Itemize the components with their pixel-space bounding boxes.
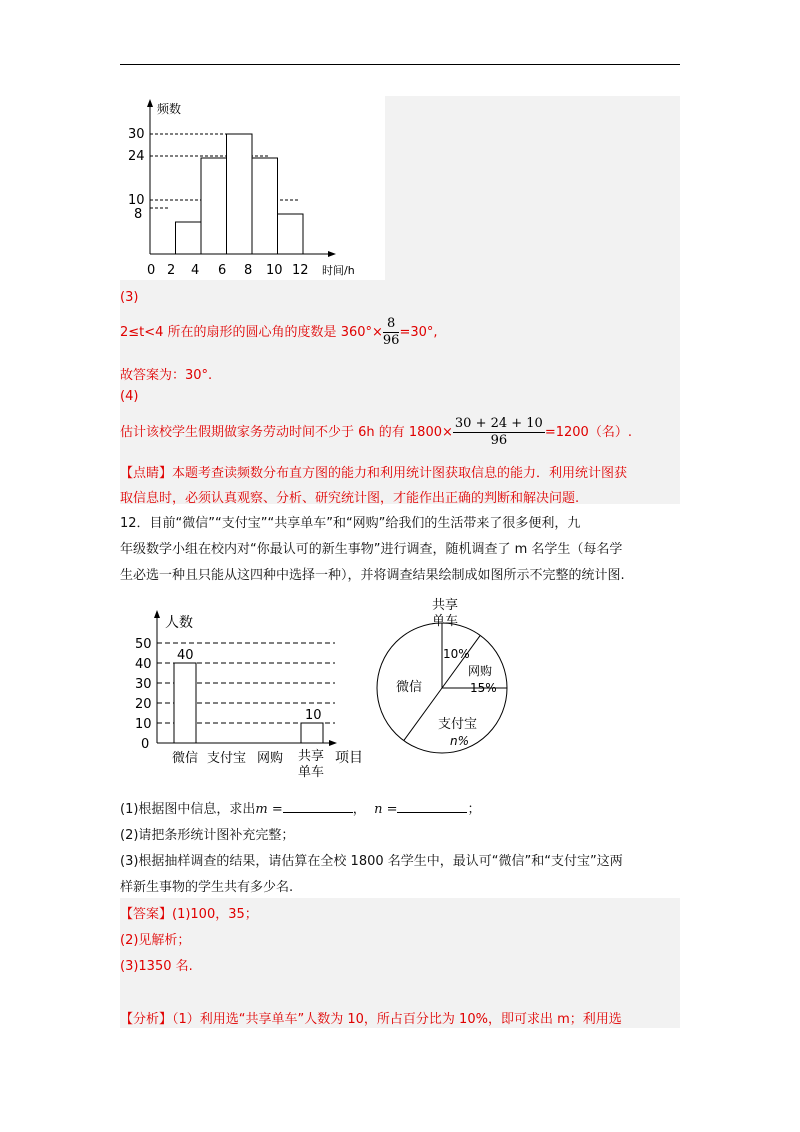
bar-y-tick: 10 <box>135 717 152 732</box>
bar-x-tick: 支付宝 <box>207 751 247 766</box>
hist-x-tick: 12 <box>292 263 309 278</box>
pie-label-bike-1: 共享 <box>432 598 459 613</box>
part4-number: (4) <box>120 389 139 404</box>
histogram-bar <box>227 134 253 254</box>
sub3-line-2: 样新生事物的学生共有多少名. <box>120 880 294 895</box>
pie-label-weixin: 微信 <box>396 680 423 695</box>
part4-fraction <box>453 416 545 449</box>
sub1-line <box>120 798 480 817</box>
analysis-line: 【分析】（1）利用选“共享单车”人数为 10，所占百分比为 10%，即可求出 m；利用选 <box>120 1012 622 1027</box>
preference-pie-chart <box>370 595 520 765</box>
sub1-n: n = <box>374 802 398 817</box>
part3-result: =30°, <box>399 325 438 340</box>
part4-text: 估计该校学生假期做家务劳动时间不少于 6h 的有 1800× <box>120 425 453 440</box>
bar-y-label: 人数 <box>165 615 193 631</box>
part3-line <box>120 316 438 349</box>
review-line-1: 【点睛】本题考查读频数分布直方图的能力和利用统计图获取信息的能力．利用统计图获 <box>120 466 628 481</box>
part4-frac-num: 30 + 24 + 10 <box>454 416 543 431</box>
pie-label-n: n% <box>450 734 470 748</box>
sub1-comma: ， <box>352 802 366 817</box>
bar-y-tick: 0 <box>141 737 150 752</box>
frequency-histogram <box>120 96 385 280</box>
q12-line-2: 年级数学小组在校内对“你最认可的新生事物”进行调查，随机调查了 m 名学生（每名学 <box>120 542 623 557</box>
hist-y-label: 频数 <box>157 102 182 116</box>
hist-y-tick: 30 <box>128 127 145 142</box>
bar-x-tick: 共享 <box>298 749 325 764</box>
histogram-bar <box>176 222 202 254</box>
hist-y-tick: 24 <box>128 149 145 164</box>
part4-result: =1200（名）. <box>544 425 632 440</box>
part3-frac-den: 96 <box>382 333 400 348</box>
sub1-text: (1)根据图中信息，求出 <box>120 802 256 817</box>
answer-line-2: (2)见解析； <box>120 933 191 948</box>
hist-x-tick: 8 <box>244 263 253 278</box>
bar-data-label: 10 <box>305 708 322 723</box>
hist-x-tick: 10 <box>266 263 283 278</box>
people-bar <box>174 663 196 743</box>
histogram-bar <box>278 214 304 254</box>
hist-x-label: 时间/h <box>322 264 355 277</box>
part3-fraction <box>383 316 400 349</box>
bar-y-tick: 20 <box>135 697 152 712</box>
hist-x-tick: 0 <box>147 263 156 278</box>
pie-label-bike-2: 单车 <box>432 614 459 629</box>
pie-label-wanggou: 网购 <box>468 664 493 678</box>
bar-x-tick: 网购 <box>257 751 284 766</box>
review-line-2: 取信息时，必须认真观察、分析、研究统计图，才能作出正确的判断和解决问题. <box>120 491 580 506</box>
part4-frac-den: 96 <box>490 433 508 448</box>
bar-y-tick: 40 <box>135 657 152 672</box>
bar-data-label: 40 <box>177 648 194 663</box>
people-bar <box>301 723 323 743</box>
part3-text: 2≤t<4 所在的扇形的圆心角的度数是 360°× <box>120 325 383 340</box>
pie-label-15: 15% <box>470 681 497 695</box>
header-rule <box>120 64 680 65</box>
answer-line-3: (3)1350 名. <box>120 959 193 974</box>
sub1-m: m = <box>255 802 283 817</box>
sub2-line: (2)请把条形统计图补充完整； <box>120 828 295 843</box>
sub3-line-1: (3)根据抽样调查的结果，请估算在全校 1800 名学生中，最认可“微信”和“支付宝”这两 <box>120 854 623 869</box>
part3-answer: 故答案为：30°. <box>120 368 213 383</box>
bar-x-label: 项目 <box>335 750 363 766</box>
bar-y-tick: 50 <box>135 637 152 652</box>
n-blank <box>397 800 467 813</box>
hist-x-tick: 4 <box>191 263 200 278</box>
bar-x-tick-2: 单车 <box>298 765 325 780</box>
m-blank <box>283 800 353 813</box>
histogram-bar <box>252 158 278 254</box>
hist-y-tick: 10 <box>128 193 145 208</box>
hist-x-tick: 2 <box>167 263 176 278</box>
histogram-bar <box>201 158 227 254</box>
part3-frac-num: 8 <box>383 316 400 333</box>
people-bar-chart <box>125 605 375 785</box>
part3-number: (3) <box>120 290 139 305</box>
bar-y-tick: 30 <box>135 677 152 692</box>
q12-line-1: 12．目前“微信”“支付宝”“共享单车”和“网购”给我们的生活带来了很多便利，九 <box>120 516 581 531</box>
answer-line-1: 【答案】(1)100，35； <box>120 907 258 922</box>
pie-label-10: 10% <box>443 647 470 661</box>
sub1-end: ； <box>467 802 481 817</box>
bar-x-tick: 微信 <box>172 751 199 766</box>
q12-line-3: 生必选一种且只能从这四种中选择一种），并将调查结果绘制成如图所示不完整的统计图. <box>120 568 625 583</box>
hist-x-tick: 6 <box>218 263 227 278</box>
pie-label-zhifubao: 支付宝 <box>438 717 478 732</box>
part4-line <box>120 416 632 449</box>
hist-y-tick: 8 <box>134 207 143 222</box>
